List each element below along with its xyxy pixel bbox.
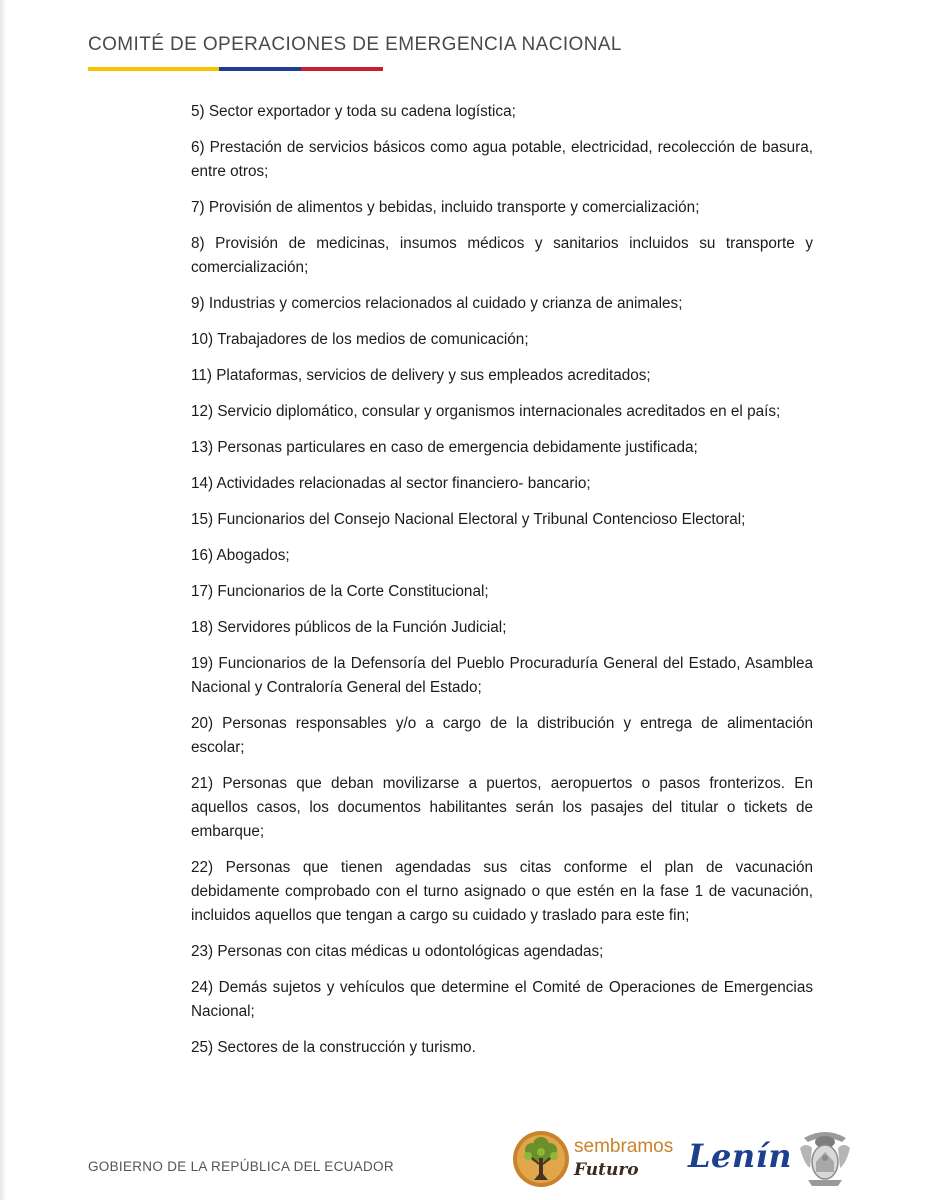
page-edge-shadow	[0, 0, 6, 1200]
flag-stripe	[88, 67, 383, 71]
footer-government-label: GOBIERNO DE LA REPÚBLICA DEL ECUADOR	[88, 1159, 394, 1174]
document-header	[88, 34, 622, 56]
sembramos-futuro-logo	[512, 1130, 682, 1190]
list-item: 25) Sectores de la construcción y turismo.	[191, 1039, 476, 1056]
list-item: 11) Plataformas, servicios de delivery y sus empleados acreditados;	[191, 367, 651, 384]
tree-icon	[512, 1130, 570, 1188]
logo-main-text: sembramos	[574, 1136, 674, 1157]
logo-sub-text: Futuro	[574, 1160, 639, 1180]
coat-of-arms-icon	[796, 1128, 854, 1190]
list-item: 19) Funcionarios de la Defensoría del Pueblo Procuraduría General del Estado, Asamblea Nacional y Contraloría General del Estado;	[191, 655, 813, 696]
flag-stripe-yellow	[88, 67, 219, 71]
list-item: 21) Personas que deban movilizarse a puertos, aeropuertos o pasos fronterizos. En aquellos casos, los documentos habilitantes serán los pasajes del titular o tickets de embarque;	[191, 775, 813, 840]
list-item: 18) Servidores públicos de la Función Judicial;	[191, 619, 507, 636]
lenin-signature-logo: Lenín	[688, 1137, 793, 1175]
list-item: 17) Funcionarios de la Corte Constitucional;	[191, 583, 489, 600]
list-item: 15) Funcionarios del Consejo Nacional Electoral y Tribunal Contencioso Electoral;	[191, 511, 746, 528]
header-title: COMITÉ DE OPERACIONES DE EMERGENCIA NACIONAL	[88, 34, 622, 55]
list-item: 12) Servicio diplomático, consular y organismos internacionales acreditados en el país;	[191, 403, 781, 420]
list-item: 20) Personas responsables y/o a cargo de la distribución y entrega de alimentación escolar;	[191, 715, 813, 756]
list-item: 6) Prestación de servicios básicos como agua potable, electricidad, recolección de basura, entre otros;	[191, 139, 813, 180]
list-item: 14) Actividades relacionadas al sector financiero- bancario;	[191, 475, 591, 492]
list-item: 13) Personas particulares en caso de emergencia debidamente justificada;	[191, 439, 698, 456]
list-item: 8) Provisión de medicinas, insumos médicos y sanitarios incluidos su transporte y comercialización;	[191, 235, 813, 276]
document-body	[191, 100, 813, 1072]
list-item: 16) Abogados;	[191, 547, 290, 564]
list-item: 7) Provisión de alimentos y bebidas, incluido transporte y comercialización;	[191, 199, 700, 216]
list-item: 9) Industrias y comercios relacionados al cuidado y crianza de animales;	[191, 295, 683, 312]
list-item: 23) Personas con citas médicas u odontológicas agendadas;	[191, 943, 604, 960]
flag-stripe-blue	[219, 67, 301, 71]
list-item: 10) Trabajadores de los medios de comunicación;	[191, 331, 529, 348]
flag-stripe-red	[301, 67, 383, 71]
list-item: 24) Demás sujetos y vehículos que determine el Comité de Operaciones de Emergencias Nacional;	[191, 979, 813, 1020]
list-item: 22) Personas que tienen agendadas sus citas conforme el plan de vacunación debidamente comprobado con el turno asignado o que estén en la fase 1 de vacunación, incluidos aquellos que tengan a cargo su cuidado y traslado para este fin;	[191, 859, 813, 924]
list-item: 5) Sector exportador y toda su cadena logística;	[191, 103, 516, 120]
